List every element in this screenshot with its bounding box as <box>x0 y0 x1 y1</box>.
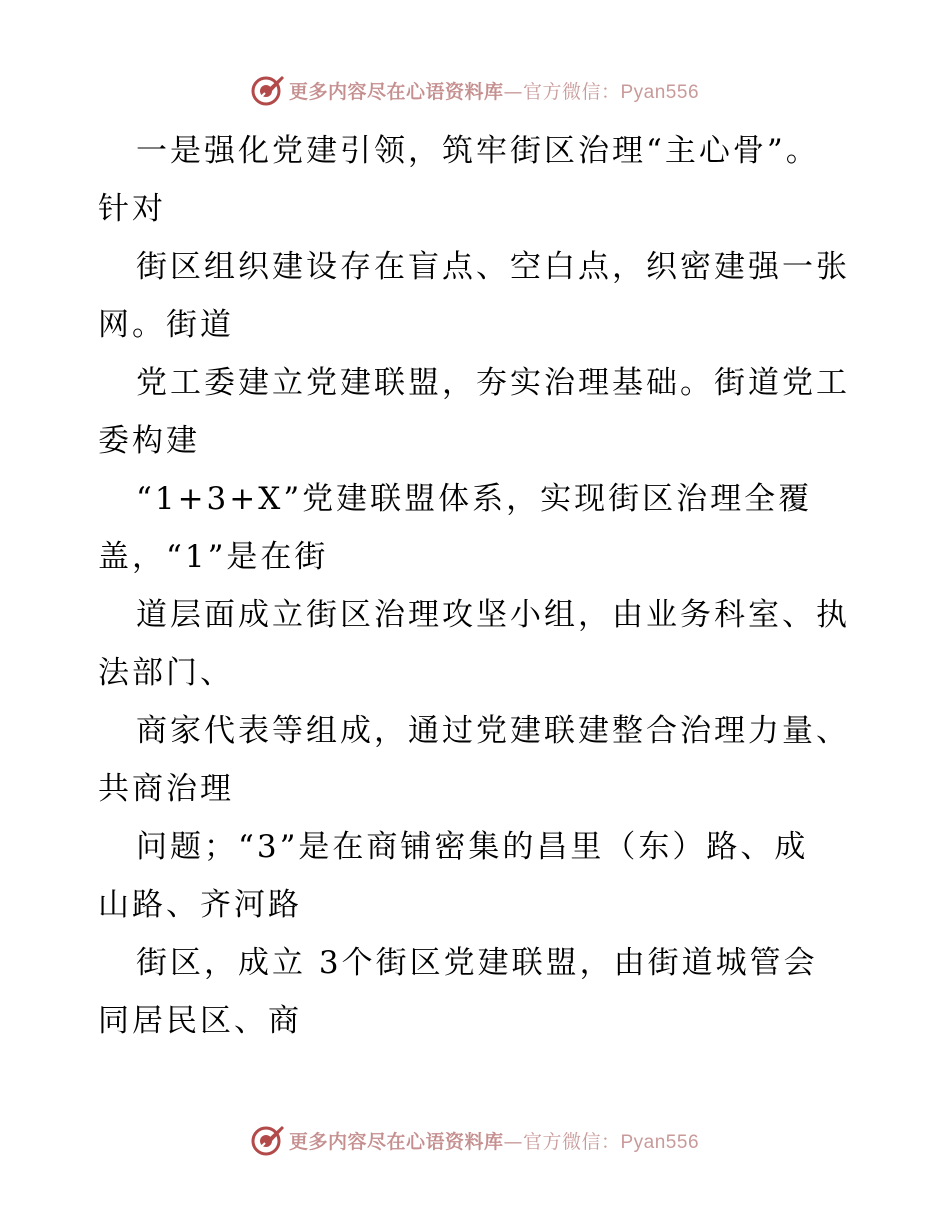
pen-logo-icon <box>251 73 285 107</box>
text-line: 针对 <box>98 191 166 227</box>
watermark-name: 更多内容尽在心语资料库 <box>288 1130 504 1153</box>
text-line: 党工委建立党建联盟，夯实治理基础。街道党工 <box>136 365 850 401</box>
watermark-id: Pyan556 <box>620 1131 700 1153</box>
text-line: 盖，“1”是在街 <box>98 539 329 575</box>
text-line: 同居民区、商 <box>98 1003 302 1039</box>
footer-watermark <box>0 1120 950 1160</box>
watermark-text <box>289 77 699 104</box>
text-line: 法部门、 <box>98 655 234 691</box>
text-line: 街区，成立 3个街区党建联盟，由街道城管会 <box>136 945 818 981</box>
text-line: 问题；“3”是在商铺密集的昌里（东）路、成 <box>136 829 809 865</box>
text-line: 共商治理 <box>98 771 234 807</box>
text-line: 委构建 <box>98 423 200 459</box>
text-line: 道层面成立街区治理攻坚小组，由业务科室、执 <box>136 597 850 633</box>
watermark-id: Pyan556 <box>620 81 700 103</box>
watermark-separator: — <box>503 1130 523 1153</box>
watermark-official: 官方微信： <box>522 1130 621 1153</box>
text-line: 网。街道 <box>98 307 234 343</box>
pen-logo-icon <box>251 1123 285 1157</box>
text-line: 一是强化党建引领，筑牢街区治理“主心骨”。 <box>136 133 820 169</box>
text-line: 商家代表等组成，通过党建联建整合治理力量、 <box>136 713 850 749</box>
watermark-separator: — <box>503 80 523 103</box>
watermark-official: 官方微信： <box>522 80 621 103</box>
text-line: “1+3+X”党建联盟体系，实现街区治理全覆 <box>136 481 813 517</box>
text-line: 街区组织建设存在盲点、空白点，织密建强一张 <box>136 249 850 285</box>
text-line: 山路、齐河路 <box>98 887 302 923</box>
document-body <box>98 122 878 1050</box>
watermark-name: 更多内容尽在心语资料库 <box>288 80 504 103</box>
header-watermark <box>0 70 950 110</box>
watermark-text <box>289 1127 699 1154</box>
